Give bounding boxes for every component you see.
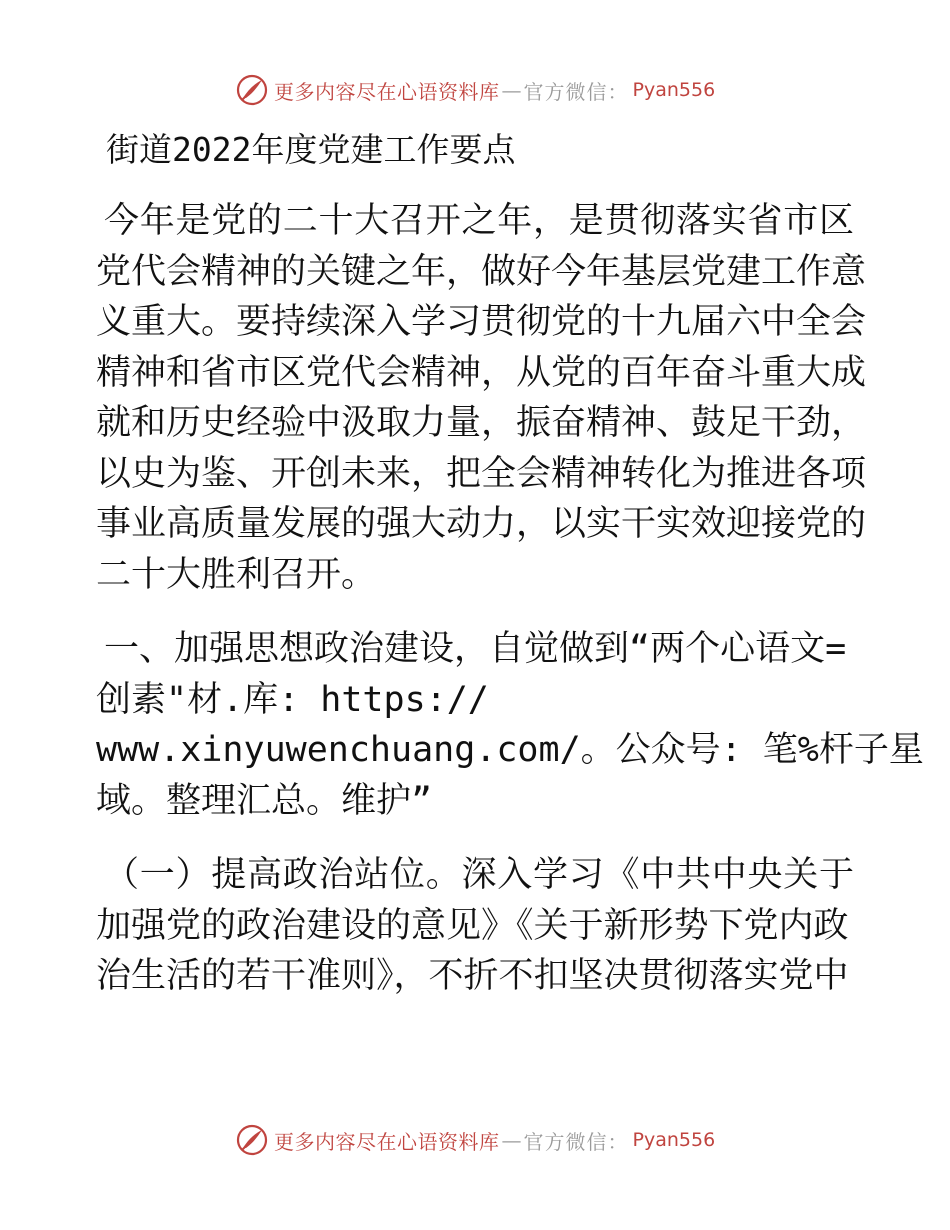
- paragraph-line: 创素"材.库: https://: [96, 679, 489, 720]
- paragraph-line: 加强党的政治建设的意见》《关于新形势下党内政: [96, 905, 849, 946]
- watermark-separator: —: [501, 78, 522, 102]
- paragraph-line: 以史为鉴、开创未来，把全会精神转化为推进各项: [96, 453, 867, 494]
- watermark-official-label: 官方微信：: [523, 1129, 629, 1154]
- watermark-footer: [236, 1123, 716, 1157]
- document-page: [96, 128, 924, 1002]
- feather-quill-logo-icon: [236, 74, 268, 106]
- watermark-wechat-id: Pyan556: [632, 1129, 716, 1151]
- paragraph-line: （一）提高政治站位。深入学习《中共中央关于: [104, 855, 854, 895]
- watermark-wechat-id: Pyan556: [632, 79, 716, 101]
- paragraph-line: 事业高质量发展的强大动力，以实干实效迎接党的: [96, 504, 867, 544]
- paragraph-line: www.xinyuwenchuang.com/。公众号: 笔%杆子星: [96, 730, 924, 770]
- intro-paragraph: [96, 196, 867, 600]
- paragraph-line: 就和历史经验中汲取力量，振奋精神、鼓足干劲，: [96, 403, 867, 443]
- feather-quill-logo-icon: [236, 1124, 268, 1156]
- watermark-brand: 更多内容尽在心语资料库: [274, 79, 500, 104]
- subsection-paragraph-1: [96, 850, 856, 1002]
- paragraph-line: 治生活的若干准则》，不折不扣坚决贯彻落实党中: [96, 956, 849, 996]
- paragraph-line: 二十大胜利召开。: [96, 554, 377, 595]
- paragraph-line: 域。整理汇总。维护”: [96, 780, 433, 821]
- section-heading-1: [96, 624, 924, 826]
- paragraph-line: 精神和省市区党代会精神，从党的百年奋斗重大成: [96, 352, 867, 393]
- paragraph-line: 义重大。要持续深入学习贯彻党的十九届六中全会: [96, 302, 867, 342]
- document-title: 街道2022年度党建工作要点: [106, 130, 516, 169]
- watermark-separator: —: [501, 1128, 522, 1152]
- watermark-brand: 更多内容尽在心语资料库: [274, 1129, 500, 1154]
- paragraph-line: 今年是党的二十大召开之年，是贯彻落实省市区: [104, 201, 854, 241]
- watermark-official-label: 官方微信：: [523, 79, 629, 104]
- paragraph-line: 一、加强思想政治建设，自觉做到“两个心语文=: [104, 629, 847, 669]
- watermark-header: [236, 73, 716, 107]
- paragraph-line: 党代会精神的关键之年，做好今年基层党建工作意: [96, 251, 867, 292]
